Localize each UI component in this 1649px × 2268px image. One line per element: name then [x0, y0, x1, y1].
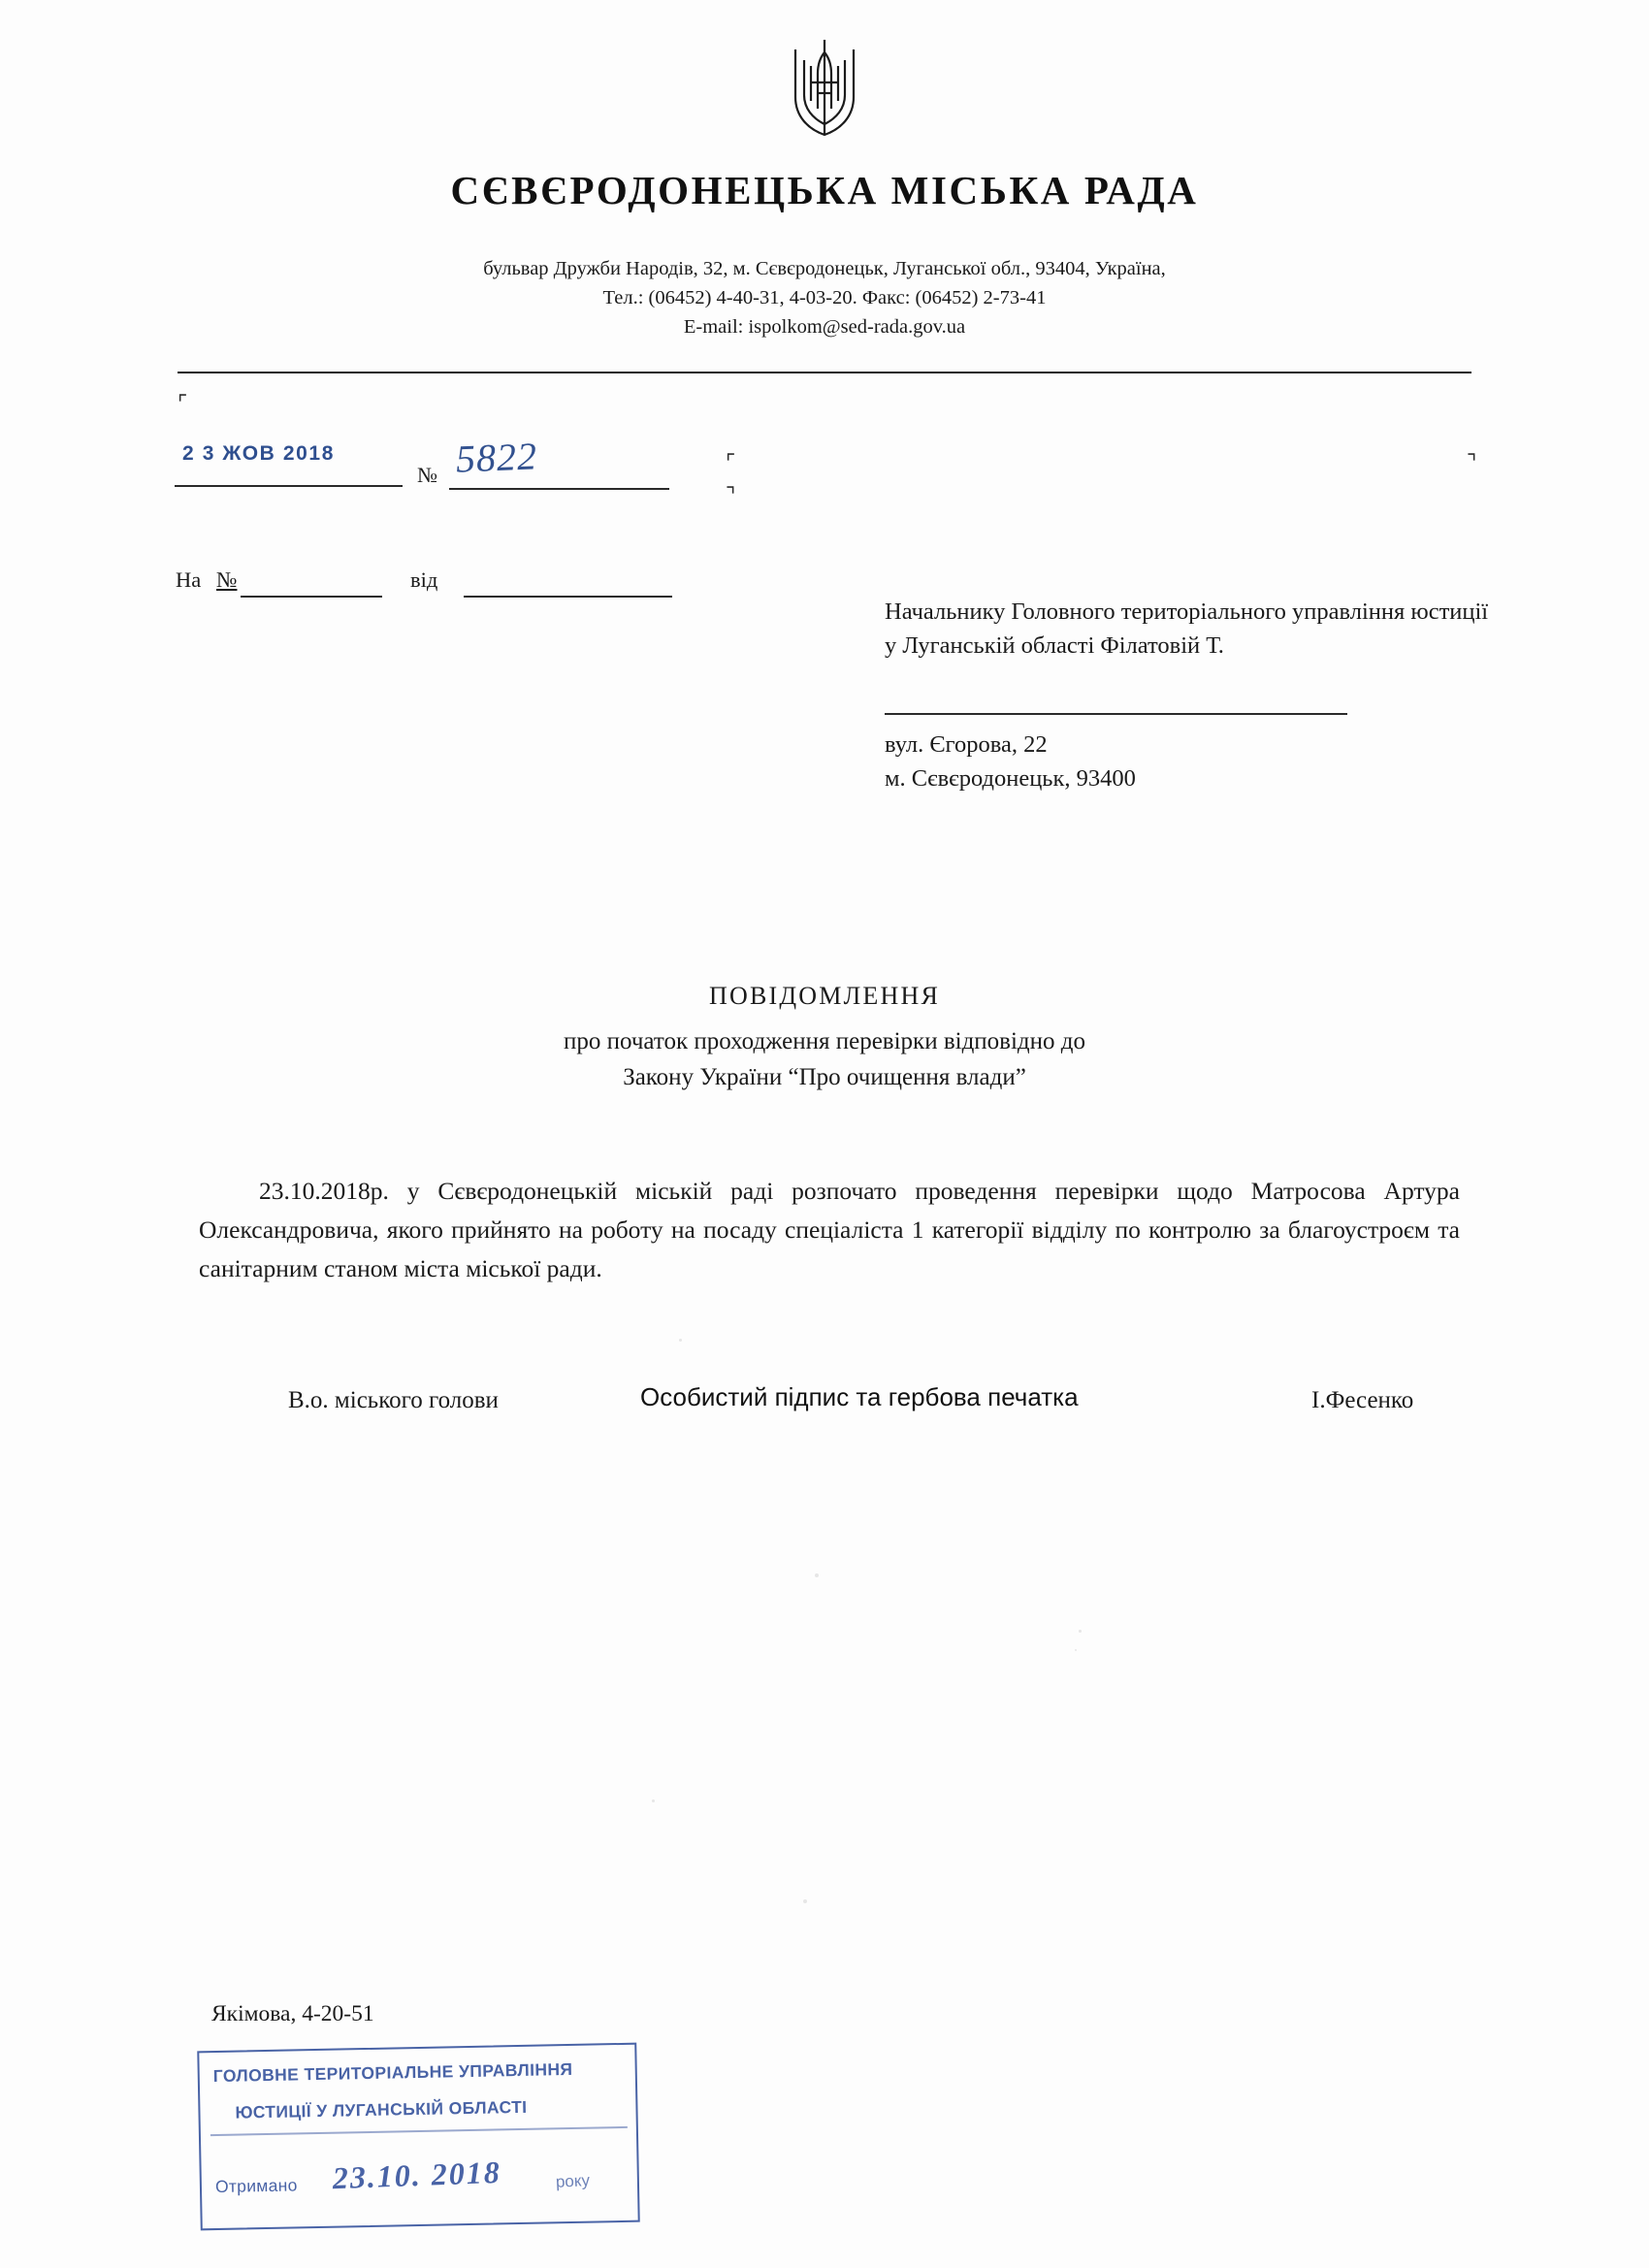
stamp-organisation-line1: ГОЛОВНЕ ТЕРИТОРІАЛЬНЕ УПРАВЛІННЯ — [212, 2058, 573, 2087]
from-date-underline — [464, 596, 672, 598]
signatory-role: В.о. міського голови — [288, 1387, 499, 1413]
number-label: № — [417, 463, 437, 487]
addressee-block: Начальнику Головного територіального управління юстиції у Луганській області Філатовій Т. — [885, 599, 1489, 659]
outgoing-number-handwritten: 5822 — [455, 434, 538, 481]
incoming-number-label: На — [176, 567, 202, 592]
ukraine-coat-of-arms-trident-icon — [789, 129, 860, 146]
signatory-name: І.Фесенко — [1311, 1387, 1414, 1413]
scan-speck — [803, 1899, 807, 1903]
contact-phone: Тел.: (06452) 4-40-31, 4-03-20. Факс: (06452) 2-73-41 — [602, 287, 1047, 308]
date-underline — [175, 485, 403, 487]
scan-speck — [652, 1799, 655, 1802]
organisation-title: СЄВЄРОДОНЕЦЬКА МІСЬКА РАДА — [450, 168, 1199, 212]
incoming-number-underline — [241, 596, 382, 598]
scan-speck — [1075, 1649, 1077, 1651]
corner-mark-top-left: ⌜ — [178, 391, 188, 415]
scan-speck — [815, 1573, 819, 1577]
stamp-organisation-line2: ЮСТИЦІЇ У ЛУГАНСЬКІЙ ОБЛАСТІ — [235, 2096, 528, 2122]
addressee-divider — [885, 713, 1347, 715]
number-underline — [449, 488, 669, 490]
corner-mark-addressee-left: ⌜ — [726, 450, 736, 474]
scan-speck — [679, 1339, 682, 1342]
document-title: ПОВІДОМЛЕННЯ — [709, 982, 940, 1010]
contact-address: бульвар Дружби Народів, 32, м. Сєвєродонецьк, Луганської обл., 93404, Україна, — [483, 258, 1166, 279]
incoming-number-symbol: № — [216, 567, 238, 592]
document-body-paragraph: 23.10.2018р. у Сєвєродонецькій міській раді розпочато проведення перевірки щодо Матросова Артура Олександровича, якого прийнято на роботу на посаду спеціаліста 1 категорії відділу по контролю за благоустроєм та санітарним станом міста міської ради. — [199, 1177, 1460, 1282]
executor-contact: Якімова, 4-20-51 — [211, 2001, 374, 2026]
corner-mark-reference-right: ⌝ — [726, 483, 736, 507]
from-date-label: від — [410, 567, 438, 592]
corner-mark-addressee-right: ⌝ — [1467, 450, 1477, 474]
signature-seal-note: Особистий підпис та гербова печатка — [640, 1382, 1079, 1411]
outgoing-date-stamp: 2 3 ЖОВ 2018 — [182, 442, 335, 465]
stamp-divider — [210, 2126, 628, 2136]
stamp-received-date: 23.10. 2018 — [332, 2154, 502, 2196]
addressee-address — [885, 728, 1505, 795]
organisation-contacts — [0, 254, 1649, 341]
document-subtitle — [0, 1023, 1649, 1095]
stamp-received-label: Отримано — [214, 2175, 298, 2197]
addressee-address-line1: вул. Єгорова, 22 — [885, 731, 1048, 758]
stamp-received-suffix: року — [555, 2171, 591, 2191]
scan-speck — [1079, 1630, 1082, 1633]
contact-email: E-mail: ispolkom@sed-rada.gov.ua — [683, 316, 966, 338]
header-divider — [178, 372, 1471, 373]
emblem-container — [0, 37, 1649, 146]
document-subtitle-line1: про початок проходження перевірки відповідно до — [564, 1028, 1085, 1054]
incoming-registration-stamp — [197, 2043, 639, 2231]
addressee-address-line2: м. Сєвєродонецьк, 93400 — [885, 765, 1136, 792]
document-subtitle-line2: Закону України “Про очищення влади” — [623, 1064, 1026, 1090]
